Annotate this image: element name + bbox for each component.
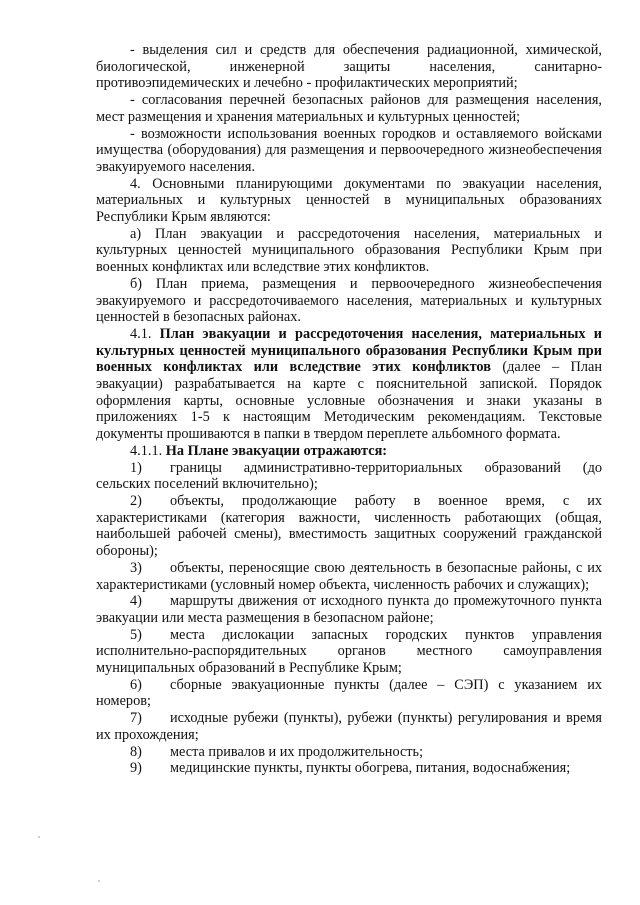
list-item-text: исходные рубежи (пункты), рубежи (пункты) регулирования и время их прохождения; xyxy=(96,710,602,743)
list-item xyxy=(96,560,602,593)
list-item-number: 3) xyxy=(130,559,142,576)
paragraph-4-1-1 xyxy=(96,443,602,460)
list-item-number: 6) xyxy=(130,676,142,693)
list-item-number: 5) xyxy=(130,626,142,643)
list-item-number: 1) xyxy=(130,459,142,476)
list-item-number: 7) xyxy=(130,710,142,727)
list-item-number: 2) xyxy=(130,492,142,509)
list-item-text: места привалов и их продолжительность; xyxy=(170,743,424,760)
paragraph: - возможности использования военных городков и оставляемого войсками имущества (оборудования) для размещения и первоочередного жизнеобеспечения эвакуируемого населения. xyxy=(96,125,602,175)
section-number: 4.1. xyxy=(130,325,152,342)
paragraph: - выделения сил и средств для обеспечения радиационной, химической, биологической, инженерной защиты населения, санитарно-противоэпидемических и лечебно - профилактических мероприятий; xyxy=(96,42,602,92)
section-heading: На Плане эвакуации отражаются: xyxy=(165,442,388,459)
list-item xyxy=(96,677,602,710)
list-item-text: границы административно-территориальных образований (до сельских поселений включительно); xyxy=(96,459,602,493)
list-item-number: 8) xyxy=(130,743,142,760)
scan-speck xyxy=(98,880,100,882)
list-item-text: объекты, продолжающие работу в военное время, с их характеристиками (категория важности, численность работающих (общая, наибольшей рабочей смены), вместимость защитных сооружений гражданской обороны); xyxy=(96,492,602,560)
list-item xyxy=(96,460,602,493)
paragraph-text: (далее – План эвакуации) разрабатывается на карте с пояснительной запиской. Порядок оформления карты, основные условные обозначения и знаки указаны в приложениях 1-5 к настоящим Методическим рекомендациям. Текстовые документы прошиваются в папки в твердом переплете альбомного формата. xyxy=(96,359,602,443)
list-item-text: маршруты движения от исходного пункта до промежуточного пункта эвакуации или места размещения в безопасном районе; xyxy=(96,593,602,626)
list-item xyxy=(96,744,602,761)
list-item-number: 4) xyxy=(130,593,142,610)
paragraph: а) План эвакуации и рассредоточения населения, материальных и культурных ценностей муниципального образования Республики Крым при военных конфликтах или вследствие этих конфликтов. xyxy=(96,225,602,276)
list-item-text: объекты, переносящие свою деятельность в безопасные районы, с их характеристиками (условный номер объекта, численность рабочих и служащих); xyxy=(96,559,602,593)
list-item xyxy=(96,710,602,743)
paragraph: 4. Основными планирующими документами по эвакуации населения, материальных и культурных ценностей в муниципальных образованиях Республики Крым являются: xyxy=(96,175,602,226)
section-heading: План эвакуации и рассредоточения населения, материальных и культурных ценностей муниципального образования Республики Крым при военных конфликтах или вследствие этих конфликтов xyxy=(96,325,602,376)
section-number: 4.1.1. xyxy=(130,442,163,459)
paragraph: - согласования перечней безопасных районов для размещения населения, мест размещения и хранения материальных и культурных ценностей; xyxy=(96,92,602,125)
list-item-number: 9) xyxy=(130,760,142,777)
paragraph: б) План приема, размещения и первоочередного жизнеобеспечения эвакуируемого и рассредоточиваемого населения, материальных и культурных ценностей в безопасных районах. xyxy=(96,275,602,326)
scan-speck xyxy=(38,836,40,838)
list-item xyxy=(96,627,602,677)
list-item-text: места дислокации запасных городских пунктов управления исполнительно-распорядительных органов местного самоуправления муниципальных образований в Республике Крым; xyxy=(96,626,602,677)
paragraph-4-1 xyxy=(96,326,602,443)
document-body xyxy=(96,42,602,777)
list-item-text: сборные эвакуационные пункты (далее – СЭП) с указанием их номеров; xyxy=(96,676,602,710)
list-item-text: медицинские пункты, пункты обогрева, питания, водоснабжения; xyxy=(170,760,571,777)
list-item xyxy=(96,493,602,560)
list-item xyxy=(96,593,602,626)
list-item xyxy=(96,760,602,777)
